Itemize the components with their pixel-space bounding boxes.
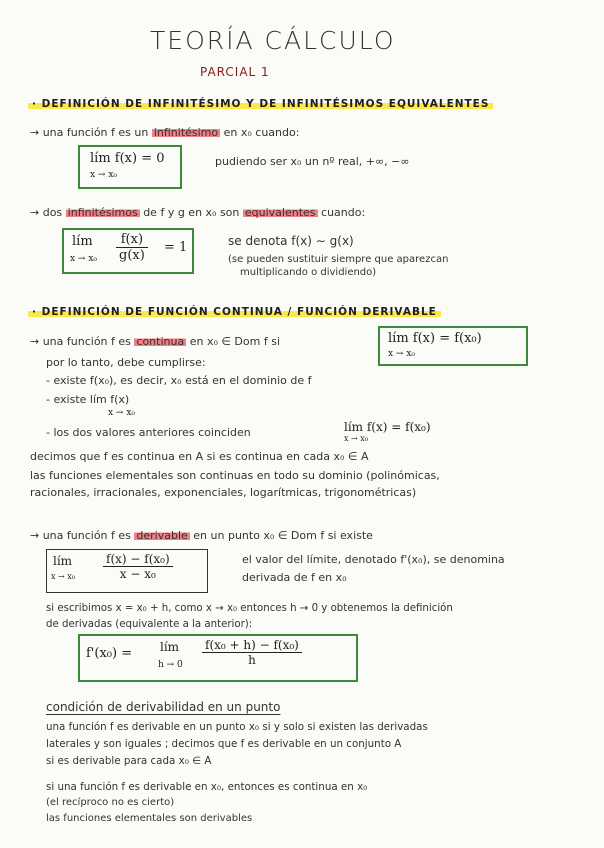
derivable-fraction: $\frac{\text{f(x) − f(x₀)}}{\text{x − x₀}}$ <box>103 552 173 581</box>
continua-condition-3: - los dos valores anteriores coinciden <box>46 426 251 439</box>
elementales-derivables: las funciones elementales son derivables <box>46 813 253 824</box>
infinitesimo-definition-line: → una función f es un infinitésimo en x₀ cuando: <box>30 126 300 139</box>
condicion-line1: una función f es derivable en un punto x₀ si y solo si existen las derivadas <box>46 721 428 733</box>
equivalentes-definition-line: → dos infinitésimos de f y g en x₀ son equivalentes cuando: <box>30 206 366 219</box>
derivada-h-line1: si escribimos x = x₀ + h, como x → x₀ entonces h → 0 y obtenemos la definición <box>46 603 453 614</box>
continua-condition-3-formula: lím f(x) = f(x₀) <box>344 420 431 434</box>
continua-en-conjunto: decimos que f es continua en A si es continua en cada x₀ ∈ A <box>30 450 369 463</box>
derivada-h-formula-box: f'(x₀) = lím h → 0 $\frac{\text{f(x₀ + h) − f(x₀)}}{h}$ <box>78 634 358 682</box>
derivable-definition-line: → una función f es derivable en un punto x₀ ∈ Dom f si existe <box>30 529 373 542</box>
condicion-derivabilidad-title: condición de derivabilidad en un punto <box>46 700 281 714</box>
equivalentes-notation: se denota f(x) ∼ g(x) <box>228 234 354 248</box>
condicion-line3: si es derivable para cada x₀ ∈ A <box>46 755 212 767</box>
continua-condition-1: - existe f(x₀), es decir, x₀ está en el dominio de f <box>46 374 312 387</box>
continua-condition-2-sub: x → x₀ <box>108 408 136 418</box>
elementales-continuas-line2: racionales, irracionales, exponenciales, logarítmicas, trigonométricas) <box>30 486 417 499</box>
section-heading-continua-derivable: · DEFINICIÓN DE FUNCIÓN CONTINUA / FUNCIÓN DERIVABLE <box>28 306 441 318</box>
condicion-line2: laterales y son iguales ; decimos que f es derivable en un conjunto A <box>46 738 402 750</box>
derivada-note-line1: el valor del límite, denotado f'(x₀), se denomina <box>242 553 505 566</box>
equivalentes-formula-box: lím x → x₀ $\frac{f(x)}{g(x)}$ = 1 <box>62 228 194 274</box>
page-title: TEORÍA CÁLCULO <box>150 26 396 55</box>
section-heading-infinitesimos: · DEFINICIÓN DE INFINITÉSIMO Y DE INFINITÉSIMOS EQUIVALENTES <box>28 98 493 110</box>
infinitesimo-formula-box: lím f(x) = 0 x → x₀ <box>78 145 182 189</box>
continua-condition-3-sub: x → x₀ <box>344 434 369 443</box>
continua-definition-line: → una función f es continua en x₀ ∈ Dom f si <box>30 335 281 348</box>
equivalentes-note-line2: multiplicando o dividiendo) <box>240 267 377 278</box>
elementales-continuas-line1: las funciones elementales son continuas en todo su dominio (polinómicas, <box>30 469 440 482</box>
derivada-h-line2: de derivadas (equivalente a la anterior): <box>46 619 253 630</box>
infinitesimo-note: pudiendo ser x₀ un nº real, +∞, −∞ <box>215 155 410 168</box>
equivalentes-note-line1: (se pueden sustituir siempre que aparezcan <box>228 254 449 265</box>
continua-formula-box: lím f(x) = f(x₀) x → x₀ <box>378 326 528 366</box>
derivada-note-line2: derivada de f en x₀ <box>242 571 347 584</box>
reciproco-note: (el recíproco no es cierto) <box>46 797 175 808</box>
continua-condition-2: - existe lím f(x) <box>46 393 130 406</box>
derivable-implica-continua: si una función f es derivable en x₀, entonces es continua en x₀ <box>46 781 368 793</box>
derivada-h-fraction: $\frac{\text{f(x₀ + h) − f(x₀)}}{h}$ <box>202 638 302 667</box>
page-subtitle: PARCIAL 1 <box>200 65 270 79</box>
derivable-formula-box: lím x → x₀ $\frac{\text{f(x) − f(x₀)}}{\text{x − x₀}}$ <box>46 549 208 593</box>
continua-conditions-intro: por lo tanto, debe cumplirse: <box>46 356 206 369</box>
equivalentes-fraction: $\frac{f(x)}{g(x)}$ <box>116 232 148 263</box>
